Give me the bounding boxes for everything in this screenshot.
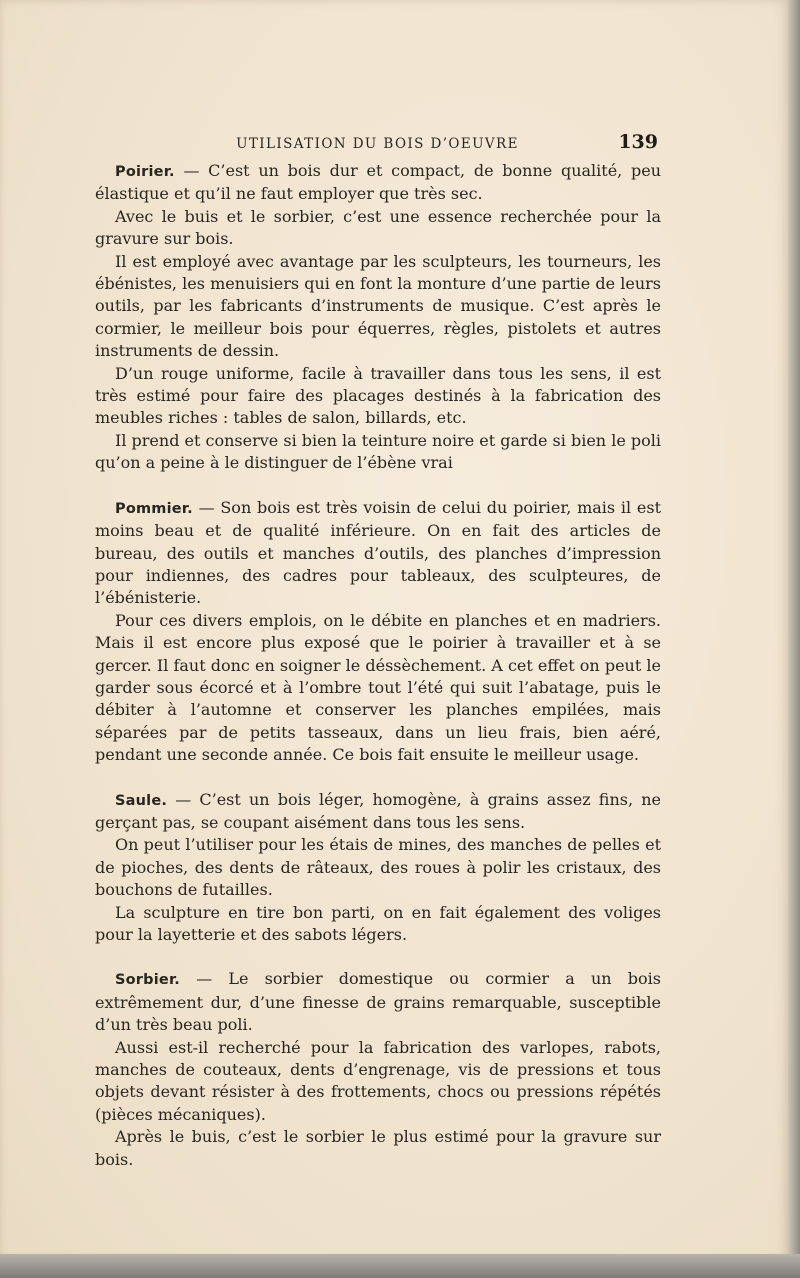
entry-poirier (95, 160, 661, 206)
running-head (95, 131, 660, 158)
paragraph: Il est employé avec avantage par les sculpteurs, les tourneurs, les ébénistes, les menuisiers qui en font la monture d’une partie de leurs outils, par les fabricants d’instruments de musique. C’est après le cormier, le meilleur bois pour équerres, règles, pistolets et autres instruments de dessin. (95, 251, 661, 361)
entry-text: — Le sorbier domestique ou cormier a un bois extrêmement dur, d’une finesse de grains remarquable, susceptible d’un très beau poli. (95, 969, 661, 1035)
entry-text: — C’est un bois dur et compact, de bonne qualité, peu élastique et qu’il ne faut employer que très sec. (95, 161, 661, 204)
entry-saule (95, 789, 661, 835)
paragraph: Avec le buis et le sorbier, c’est une essence recherchée pour la gravure sur bois. (95, 206, 661, 249)
paragraph: Aussi est-il recherché pour la fabrication des varlopes, rabots, manches de couteaux, dents d’engrenage, vis de pressions et tous objets devant résister à des frottements, chocs ou pressions répétés (pièces mécaniques). (95, 1037, 661, 1124)
running-title: UTILISATION DU BOIS D’OEUVRE (236, 136, 519, 152)
entry-spacer (95, 767, 661, 789)
paragraph: On peut l’utiliser pour les étais de mines, des manches de pelles et de pioches, des dents de râteaux, des roues à polir les cristaux, des bouchons de futailles. (95, 835, 661, 900)
paragraph: D’un rouge uniforme, facile à travailler dans tous les sens, il est très estimé pour faire des placages destinés à la fabrication des meubles riches : tables de salon, billards, etc. (95, 363, 661, 428)
entry-term: Pommier. (115, 500, 193, 517)
entry-pommier (95, 497, 661, 610)
body-text (95, 160, 661, 1171)
entry-text: — C’est un bois léger, homogène, à grains assez fins, ne gerçant pas, se coupant aisément dans tous les sens. (95, 789, 661, 832)
page-number: 139 (618, 131, 658, 153)
entry-spacer (95, 946, 661, 968)
entry-text: — Son bois est très voisin de celui du poirier, mais il est moins beau et de qualité inférieure. On en fait des articles de bureau, des outils et manches d’outils, des planches d’impression pour indiennes, des cadres pour tableaux, des sculpteures, de l’ébénisterie. (95, 497, 661, 608)
entry-term: Poirier. (115, 164, 175, 180)
book-spine-edge (788, 0, 800, 1278)
entry-sorbier (95, 968, 661, 1036)
paragraph: La sculpture en tire bon parti, on en fait également des voliges pour la layetterie et des sabots légers. (95, 902, 661, 944)
paragraph: Il prend et conserve si bien la teinture noire et garde si bien le poli qu’on a peine à le distinguer de l’ébène vrai (95, 430, 661, 473)
entry-term: Saule. (115, 792, 168, 809)
paragraph: Après le buis, c’est le sorbier le plus estimé pour la gravure sur bois. (95, 1127, 661, 1169)
entry-spacer (95, 475, 661, 497)
paragraph: Pour ces divers emplois, on le débite en planches et en madriers. Mais il est encore plus exposé que le poirier à travailler et à se gercer. Il faut donc en soigner le déssèchement. A cet effet on peut le garder sous écorcé et à l’ombre tout l’été qui suit l’abatage, puis le débiter à l’automne et conserver les planches empilées, mais séparées par de petits tasseaux, dans un lieu frais, bien aéré, pendant une seconde année. Ce bois fait ensuite le meilleur usage. (95, 610, 661, 765)
page-bottom-edge (0, 1254, 800, 1278)
entry-term: Sorbier. (115, 972, 180, 989)
